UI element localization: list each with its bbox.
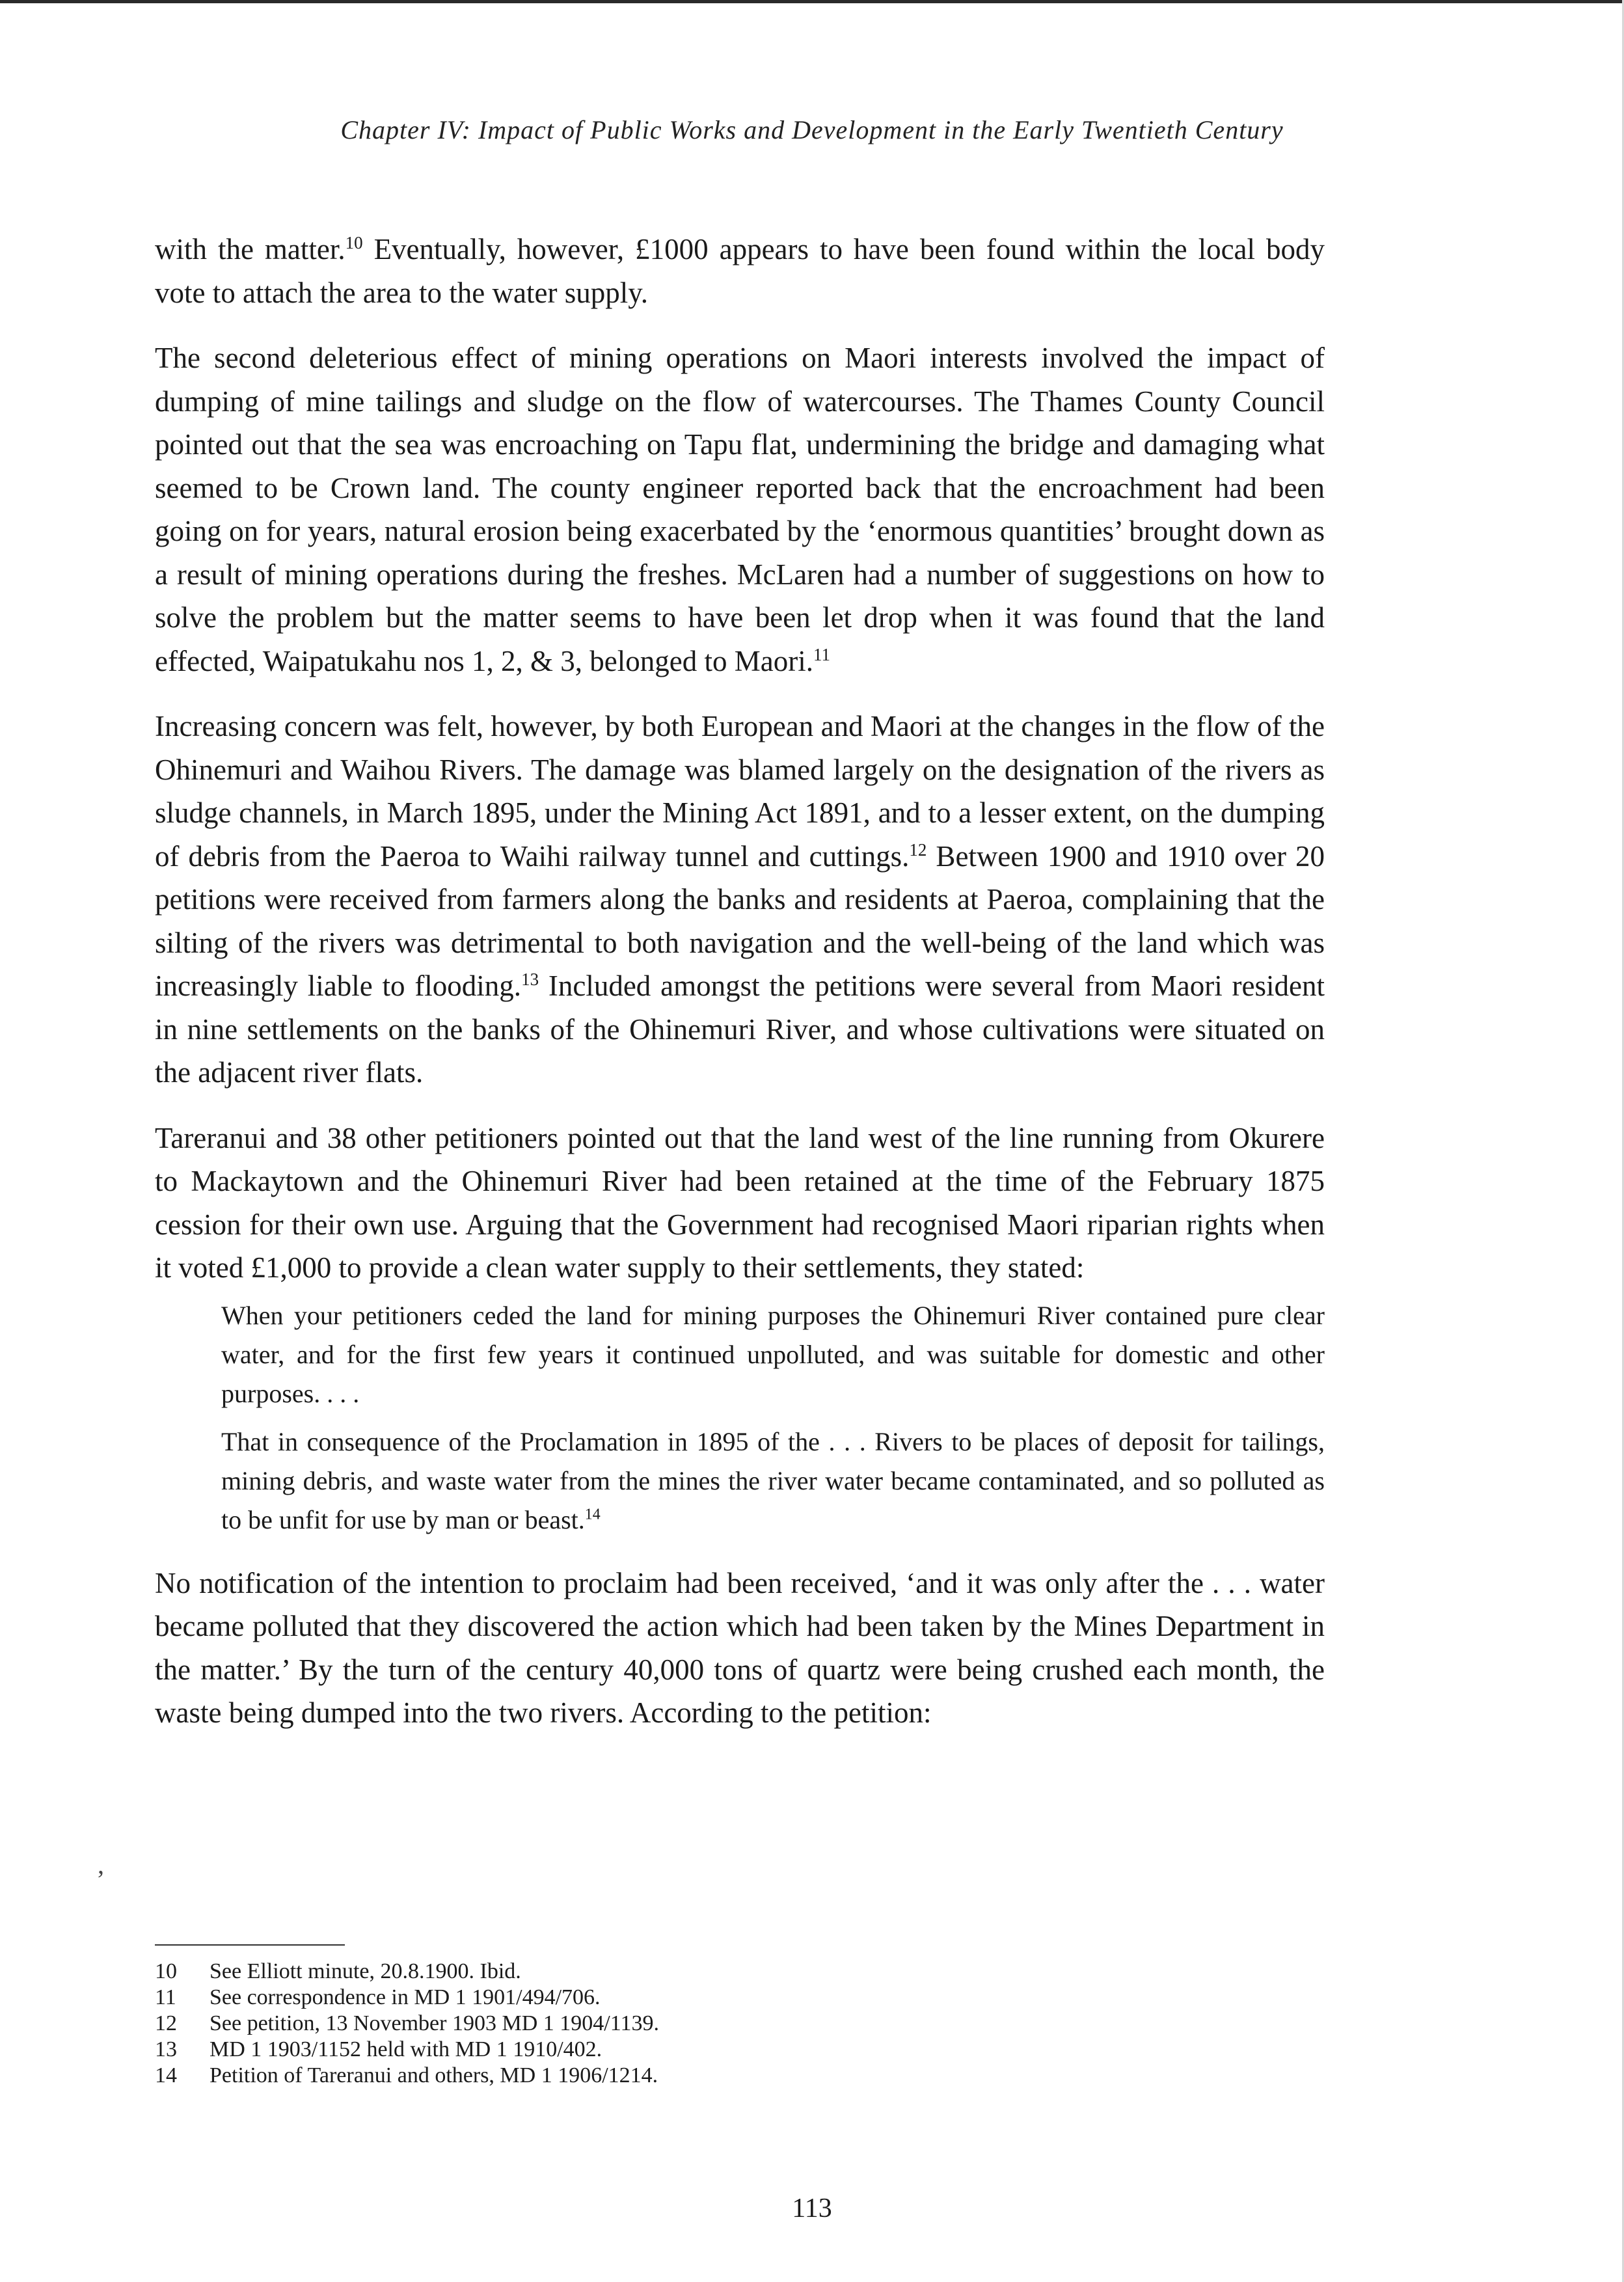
quotation-1-text: When your petitioners ceded the land for mining purposes the Ohinemuri River contained pure clear water, and for the first few years it continued unpolluted, and was suitable for domestic and other purposes. . . . bbox=[221, 1300, 1325, 1408]
paragraph-3-text-b: Between 1900 and 1910 over 20 petitions were received from farmers along the banks and residents at Paeroa, complaining that the silting of the rivers was detrimental to both navigation and the well-being of the land which was increasingly liable to flooding. bbox=[155, 839, 1325, 1002]
footnote-text: See petition, 13 November 1903 MD 1 1904/1139. bbox=[210, 2011, 659, 2035]
footnote-number: 11 bbox=[155, 1985, 176, 2009]
footnote-ref-11: 11 bbox=[813, 644, 830, 664]
footnotes bbox=[155, 1959, 1196, 2089]
body-text bbox=[155, 228, 1325, 1757]
running-head: Chapter IV: Impact of Public Works and Development in the Early Twentieth Century bbox=[340, 115, 1284, 144]
footnote-10 bbox=[155, 1959, 1196, 1985]
footnote-divider bbox=[155, 1944, 345, 1946]
footnote-13 bbox=[155, 2037, 1196, 2063]
footnote-14 bbox=[155, 2063, 1196, 2089]
paragraph-1-text-b: Eventually, however, £1000 appears to have been found within the local body vote to attach the area to the water supply. bbox=[155, 233, 1325, 309]
footnote-text: Petition of Tareranui and others, MD 1 1906/1214. bbox=[210, 2063, 658, 2087]
footnote-number: 14 bbox=[155, 2063, 177, 2087]
footnote-text: See correspondence in MD 1 1901/494/706. bbox=[210, 1985, 601, 2009]
margin-mark: , bbox=[98, 1850, 104, 1879]
paragraph-5 bbox=[155, 1562, 1325, 1735]
footnote-ref-14: 14 bbox=[584, 1506, 601, 1523]
block-quotation bbox=[221, 1296, 1325, 1540]
paragraph-5-text-a: No notification of the intention to proclaim had been received, ‘and it was only after the . . . water became polluted that they discovered the action which had been taken by the Mines Department in the matter.’ By the turn of the century 40,000 tons of quartz were being crushed each month, the waste being dumped into the two rivers. According to the petition: bbox=[155, 1566, 1325, 1729]
quotation-paragraph-2 bbox=[221, 1422, 1325, 1540]
paragraph-4 bbox=[155, 1117, 1325, 1290]
footnote-number: 10 bbox=[155, 1959, 177, 1983]
paragraph-4-text-a: Tareranui and 38 other petitioners pointed out that the land west of the line running from Okurere to Mackaytown and the Ohinemuri River had been retained at the time of the February 1875 cession for their own use. Arguing that the Government had recognised Maori riparian rights when it voted £1,000 to provide a clean water supply to their settlements, they stated: bbox=[155, 1121, 1325, 1284]
paragraph-2-text-a: The second deleterious effect of mining operations on Maori interests involved the impact of dumping of mine tailings and sludge on the flow of watercourses. The Thames County Council pointed out that the sea was encroaching on Tapu flat, undermining the bridge and damaging what seemed to be Crown land. The county engineer reported back that the encroachment had been going on for years, natural erosion being exacerbated by the ‘enormous quantities’ brought down as a result of mining operations during the freshes. McLaren had a number of suggestions on how to solve the problem but the matter seems to have been let drop when it was found that the land effected, Waipatukahu nos 1, 2, & 3, belonged to Maori. bbox=[155, 342, 1325, 677]
footnote-ref-13: 13 bbox=[521, 970, 539, 989]
paragraph-3-text-a: Increasing concern was felt, however, by both European and Maori at the changes in the flow of the Ohinemuri and Waihou Rivers. The damage was blamed largely on the designation of the rivers as sludge channels, in March 1895, under the Mining Act 1891, and to a lesser extent, on the dumping of debris from the Paeroa to Waihi railway tunnel and cuttings. bbox=[155, 710, 1325, 873]
footnote-text: See Elliott minute, 20.8.1900. Ibid. bbox=[210, 1959, 521, 1983]
quotation-paragraph-1 bbox=[221, 1296, 1325, 1413]
footnote-ref-12: 12 bbox=[909, 839, 927, 860]
quotation-2-text: That in consequence of the Proclamation in 1895 of the . . . Rivers to be places of deposit for tailings, mining debris, and waste water from the mines the river water became contaminated, and so polluted as to be unfit for use by man or beast. bbox=[221, 1426, 1325, 1534]
footnote-ref-10: 10 bbox=[345, 233, 363, 252]
paragraph-3-text-c: Included amongst the petitions were several from Maori resident in nine settlements on the banks of the Ohinemuri River, and whose cultivations were situated on the adjacent river flats. bbox=[155, 970, 1325, 1089]
page-number: 113 bbox=[792, 2194, 832, 2223]
footnote-number: 12 bbox=[155, 2011, 177, 2035]
footnote-12 bbox=[155, 2011, 1196, 2037]
paragraph-1 bbox=[155, 228, 1325, 314]
footnote-number: 13 bbox=[155, 2037, 177, 2061]
footnote-text: MD 1 1903/1152 held with MD 1 1910/402. bbox=[210, 2037, 602, 2061]
paragraph-2 bbox=[155, 336, 1325, 683]
footnote-11 bbox=[155, 1985, 1196, 2011]
scan-edge-top bbox=[0, 0, 1624, 3]
paragraph-1-text-a: with the matter. bbox=[155, 233, 345, 265]
paragraph-3 bbox=[155, 705, 1325, 1094]
